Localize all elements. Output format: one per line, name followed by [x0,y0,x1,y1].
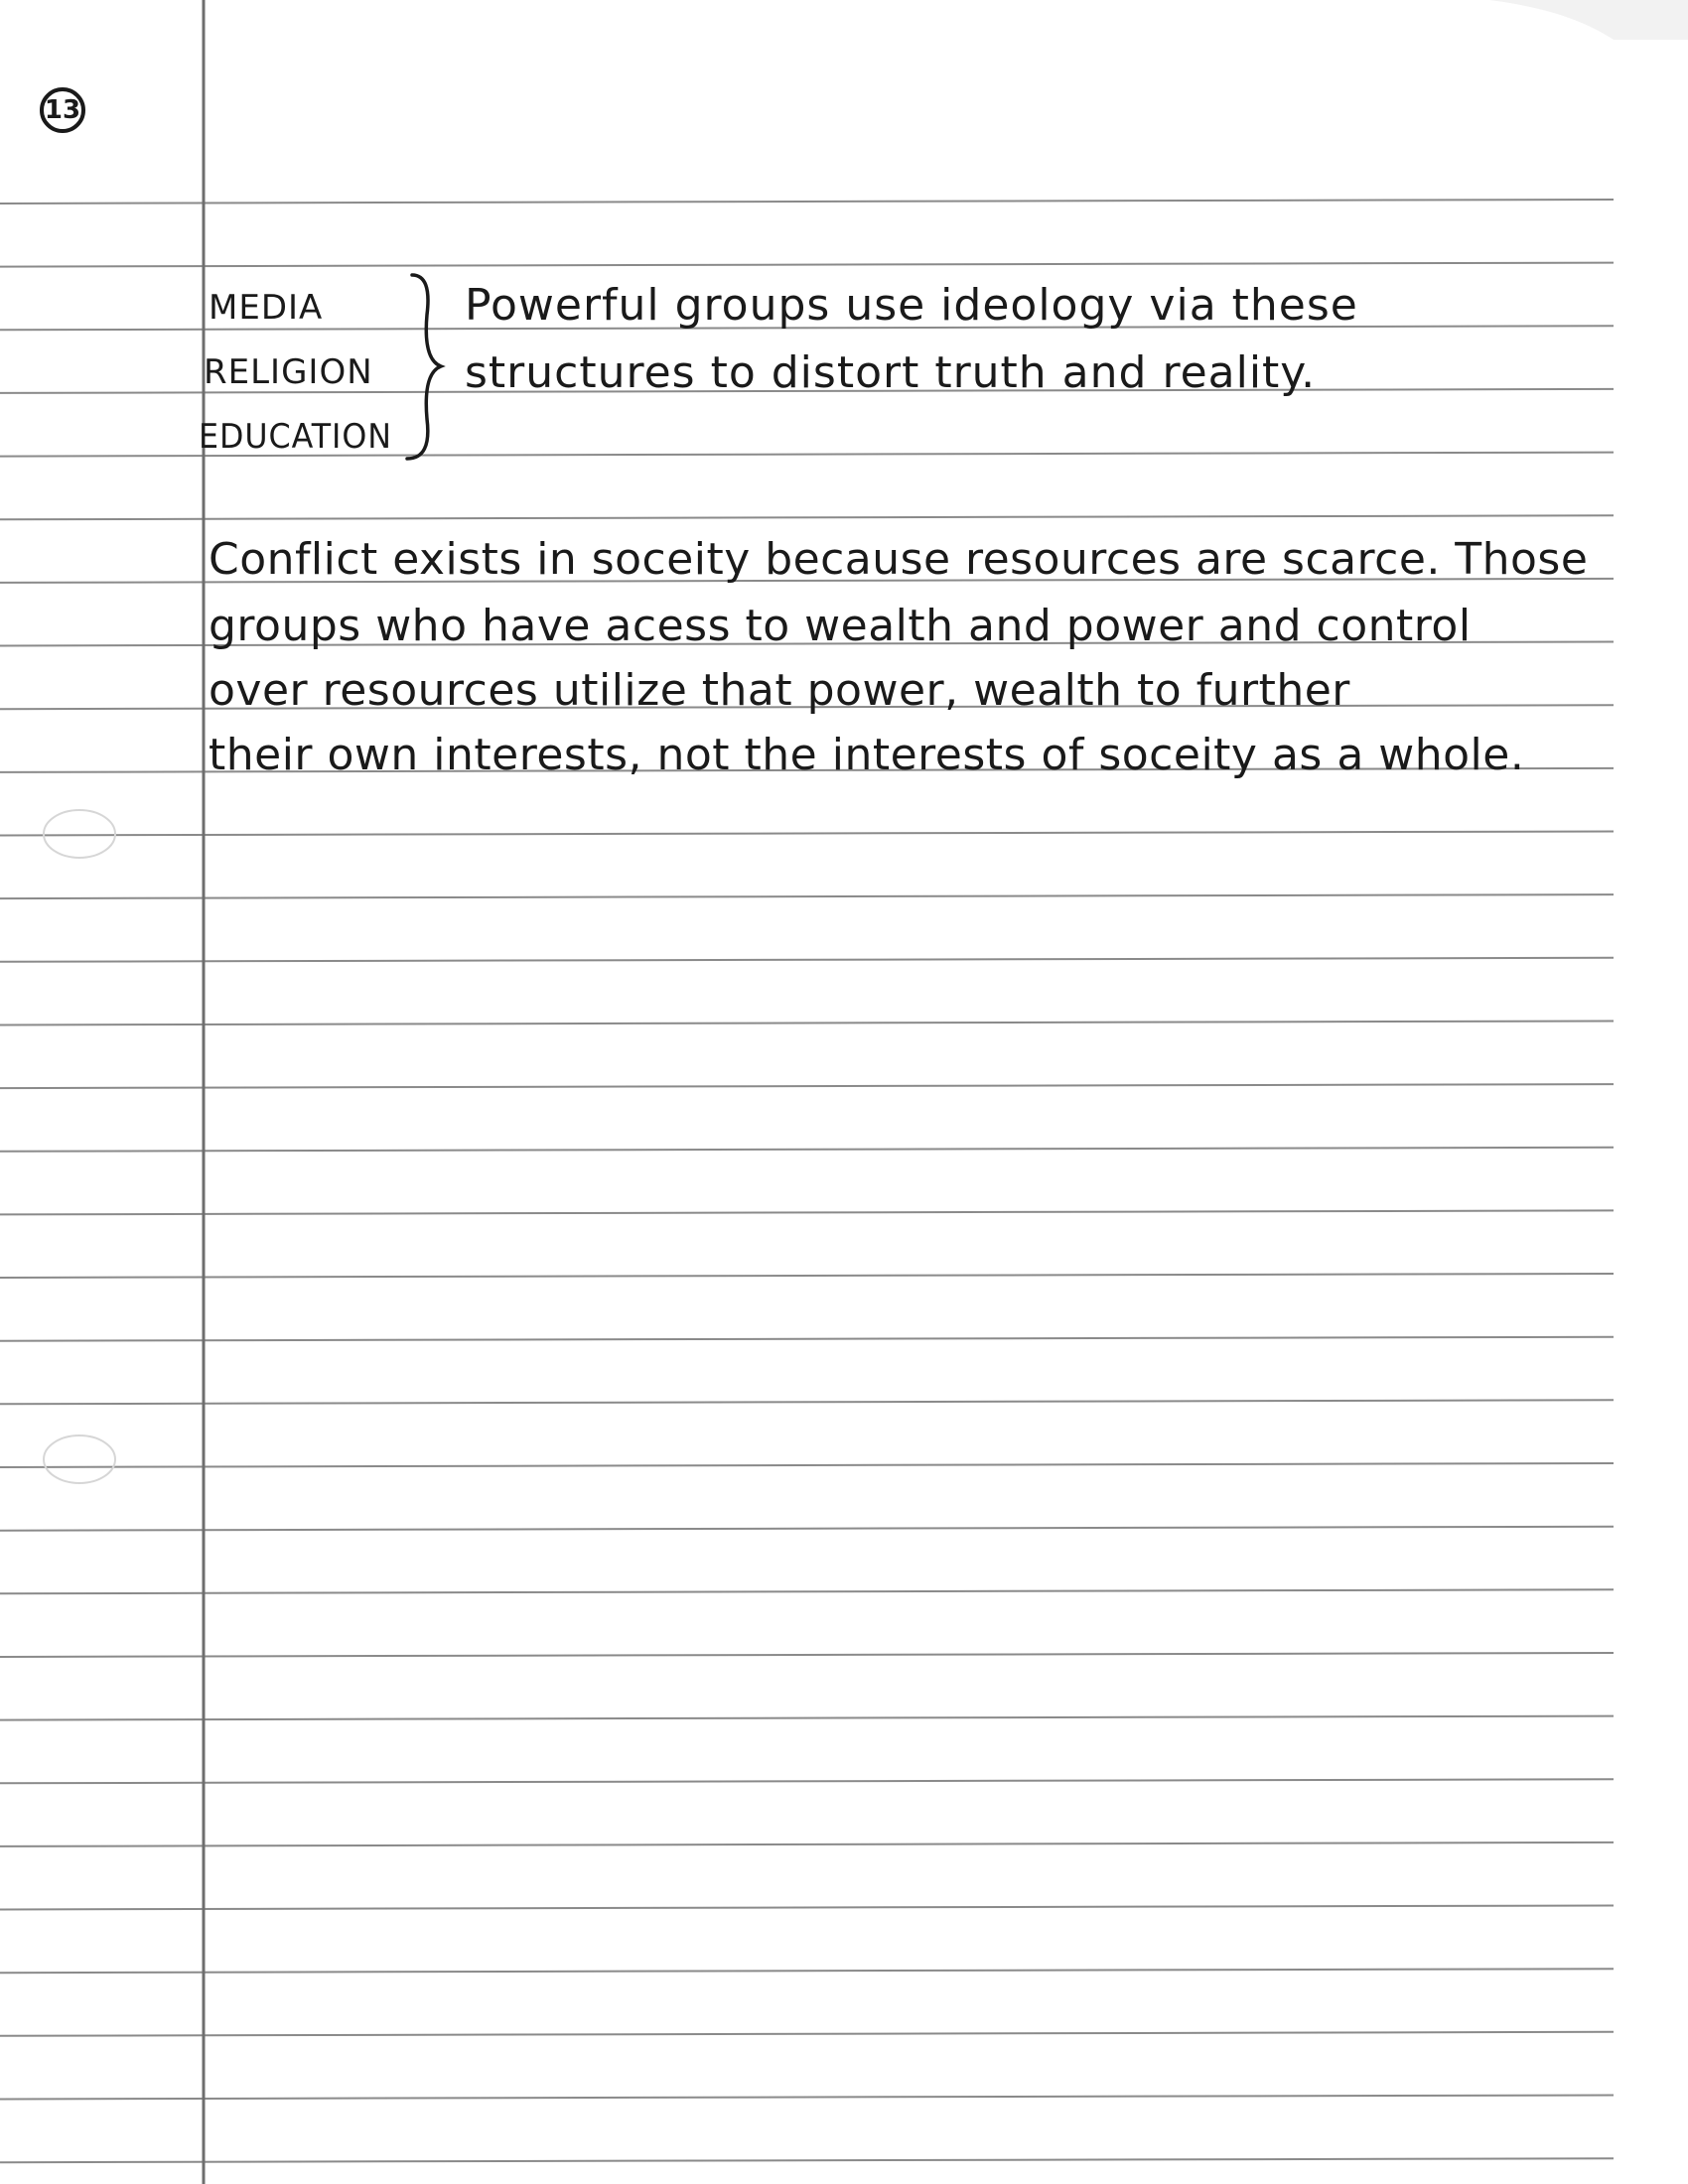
page-number: 13 [40,87,85,133]
ruled-line [0,1400,1614,1404]
ruled-line [0,1148,1614,1152]
structure-label-media: MEDIA [209,288,324,328]
ruled-line [0,1274,1614,1278]
curly-brace [397,270,447,464]
punch-hole-mark [44,1435,115,1483]
paragraph-line-1: Conflict exists in soceity because resources are scarce. Those [209,534,1589,585]
ruled-line [0,1969,1614,1973]
ruled-line [0,200,1614,204]
ruled-line [0,2096,1614,2100]
ruled-line [0,1463,1614,1467]
ruled-line [0,2158,1614,2162]
ruled-line [0,263,1614,267]
paragraph-line-2: groups who have acess to wealth and power and control [209,601,1472,651]
description-line-1: Powerful groups use ideology via these [465,280,1358,331]
ruled-line [0,832,1614,836]
ruled-line [0,1022,1614,1025]
paragraph-line-4: their own interests, not the interests of soceity as a whole. [209,730,1525,780]
ruled-line [0,894,1614,898]
ruled-line [0,1906,1614,1910]
ruled-line [0,1716,1614,1720]
ruled-line [0,1084,1614,1088]
ruled-line [0,515,1614,519]
description-line-2: structures to distort truth and reality. [465,347,1317,398]
ruled-line [0,1210,1614,1214]
ruled-line [0,1337,1614,1341]
ruled-line [0,2032,1614,2036]
ruled-line [0,1779,1614,1783]
ruled-line [0,1527,1614,1531]
punch-hole-mark [44,810,115,858]
ruled-line [0,958,1614,962]
structure-label-education: EDUCATION [199,417,392,457]
ruled-line [0,1653,1614,1657]
ruled-line [0,1843,1614,1846]
structure-label-religion: RELIGION [204,352,373,392]
ruled-line [0,1589,1614,1593]
page-curl [1489,0,1688,40]
paragraph-line-3: over resources utilize that power, wealth to further [209,665,1350,716]
